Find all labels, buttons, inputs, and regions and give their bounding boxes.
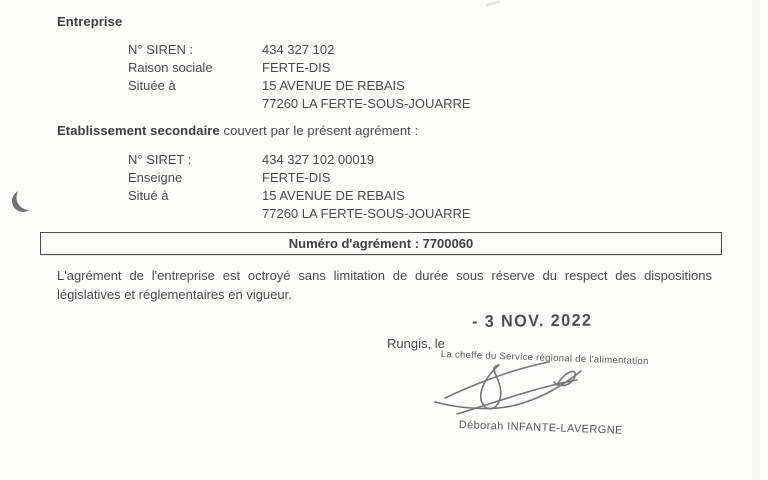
field-row [128, 187, 471, 205]
field-row [128, 95, 471, 113]
section-heading-etablissement [57, 123, 418, 138]
scan-noise-speck [486, 0, 500, 7]
entreprise-fields [128, 41, 471, 113]
signer-title: La cheffe du Service régional de l'alimentation [440, 349, 649, 368]
field-row [128, 59, 471, 77]
heading-normal-part: couvert par le présent agrément : [219, 123, 419, 138]
field-value: 15 AVENUE DE REBAIS [262, 78, 405, 93]
place-date-line: Rungis, le [387, 336, 445, 351]
field-row [128, 205, 471, 223]
signature-scribble-icon [427, 356, 592, 420]
field-label: N° SIREN : [128, 42, 194, 57]
field-row [128, 77, 471, 95]
field-row [128, 169, 471, 187]
field-value: FERTE-DIS [262, 170, 331, 185]
field-label: Situé à [128, 188, 169, 203]
field-value: 77260 LA FERTE-SOUS-JOUARRE [262, 206, 471, 221]
body-paragraph: L'agrément de l'entreprise est octroyé sans limitation de durée sous réserve du respect des dispositions législatives et réglementaires en vigueur. [57, 268, 712, 302]
field-value: FERTE-DIS [262, 60, 331, 75]
scan-noise-right-edge [752, 0, 760, 480]
field-label: Enseigne [128, 170, 183, 185]
section-heading-entreprise: Entreprise [57, 14, 123, 29]
etablissement-fields [128, 151, 471, 223]
heading-bold-part: Etablissement secondaire [57, 123, 220, 138]
signer-name: Déborah INFANTE-LAVERGNE [458, 419, 623, 437]
scan-artifact-crescent [12, 186, 38, 216]
field-value: 15 AVENUE DE REBAIS [262, 188, 405, 203]
date-stamp: - 3 NOV. 2022 [472, 310, 593, 331]
field-value: 77260 LA FERTE-SOUS-JOUARRE [262, 96, 471, 111]
field-row [128, 151, 471, 169]
field-label [128, 205, 262, 223]
field-value: 434 327 102 [262, 42, 335, 57]
field-value: 434 327 102 00019 [262, 152, 375, 167]
field-row [128, 41, 471, 59]
agrement-number-text: Numéro d'agrément : 7700060 [288, 236, 474, 251]
field-label: Située à [128, 78, 176, 93]
field-label [128, 95, 262, 113]
field-label: N° SIRET : [128, 152, 192, 167]
field-label: Raison sociale [128, 60, 213, 75]
agrement-box [40, 232, 722, 255]
